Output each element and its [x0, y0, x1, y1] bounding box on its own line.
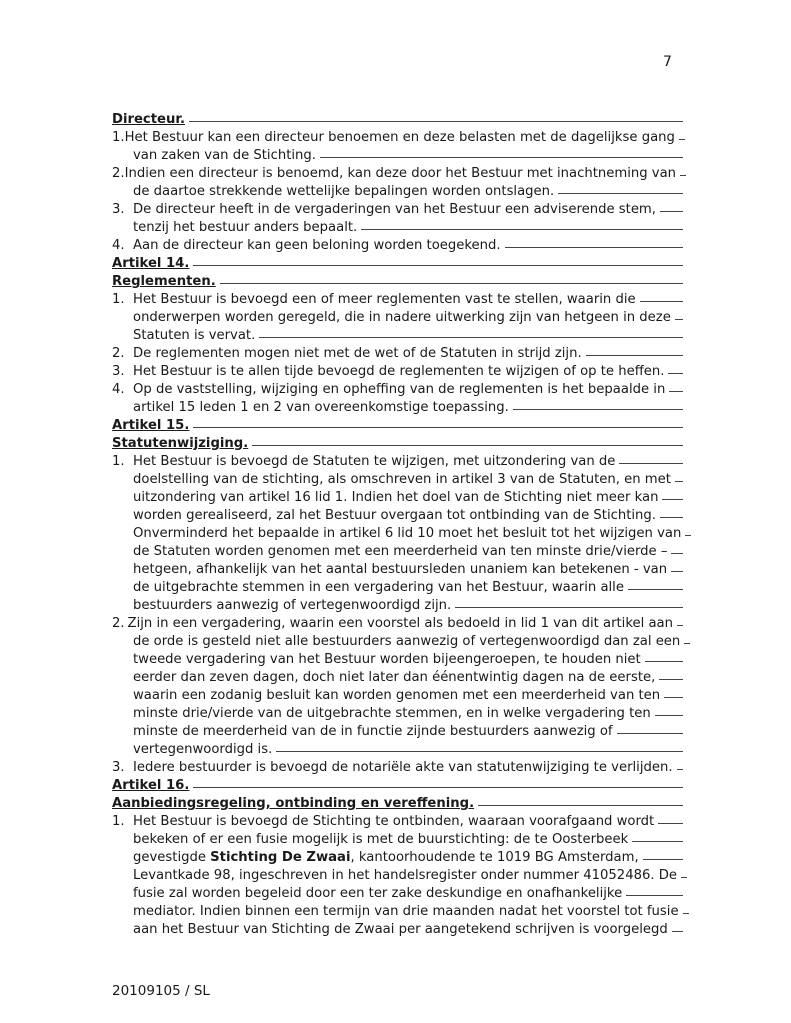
line-filler	[683, 913, 689, 914]
item-text: mediator. Indien binnen een termijn van drie maanden nadat het voorstel tot fusie	[133, 904, 679, 919]
item-text: aan het Bestuur van Stichting de Zwaai per aangetekend schrijven is voorgelegd	[133, 922, 668, 937]
item-number: 2.	[112, 346, 125, 361]
line-filler	[632, 841, 683, 842]
line-filler	[675, 319, 683, 320]
item-text: Levantkade 98, ingeschreven in het handelsregister onder nummer 41052486. De	[133, 868, 678, 883]
line-filler	[660, 517, 683, 518]
item-text: fusie zal worden begeleid door een ter zake deskundige en onafhankelijke	[133, 886, 623, 901]
item-text: hetgeen, afhankelijk van het aantal bestuursleden unaniem kan betekenen - van	[133, 562, 668, 577]
list-item-line	[112, 309, 683, 327]
list-item-line	[112, 345, 683, 363]
item-number: 2.	[112, 616, 125, 631]
list-item-line	[112, 705, 683, 723]
list-item-line	[112, 723, 683, 741]
line-filler	[586, 355, 683, 356]
line-filler	[669, 391, 683, 392]
item-text: uitzondering van artikel 16 lid 1. Indien het doel van de Stichting niet meer kan	[133, 490, 659, 505]
line-filler	[655, 715, 683, 716]
item-number: 2.	[112, 166, 125, 181]
item-text: Het Bestuur kan een directeur benoemen en deze belasten met de dagelijkse gang	[124, 130, 675, 145]
section-heading: Artikel 15.	[112, 417, 683, 435]
line-filler	[675, 481, 683, 482]
line-filler	[640, 301, 683, 302]
list-item-line	[112, 669, 683, 687]
item-number: 4.	[112, 382, 125, 397]
list-item-line	[112, 759, 683, 777]
line-filler	[677, 625, 683, 626]
item-text: de orde is gesteld niet alle bestuurders aanwezig of vertegenwoordigd dan zal een	[133, 634, 681, 649]
list-item-line	[112, 363, 683, 381]
list-item-line	[112, 921, 683, 939]
line-filler	[662, 499, 683, 500]
item-text: de daartoe strekkende wettelijke bepalingen worden ontslagen.	[133, 184, 555, 199]
section-heading: Artikel 16.	[112, 777, 683, 795]
line-filler	[320, 157, 683, 158]
line-filler	[677, 769, 683, 770]
bold-name: Stichting De Zwaai	[210, 850, 351, 865]
item-text: de uitgebrachte stemmen in een vergadering van het Bestuur, waarin alle	[133, 580, 624, 595]
line-filler	[276, 751, 683, 752]
line-filler	[193, 787, 683, 788]
list-item-line	[112, 201, 683, 219]
list-item-line	[112, 507, 683, 525]
line-filler	[659, 679, 683, 680]
list-item-line	[112, 237, 683, 255]
list-item-line	[112, 903, 683, 921]
list-item-line	[112, 831, 683, 849]
line-filler	[679, 139, 685, 140]
line-filler	[259, 337, 683, 338]
line-filler	[478, 805, 683, 806]
item-number: 4.	[112, 238, 125, 253]
list-item-line	[112, 165, 683, 183]
line-filler	[617, 733, 683, 734]
list-item-line	[112, 597, 683, 615]
list-item-line	[112, 399, 683, 417]
item-text: tenzij het bestuur anders bepaalt.	[133, 220, 358, 235]
list-item-line	[112, 579, 683, 597]
item-text: Aan de directeur kan geen beloning worden toegekend.	[133, 238, 501, 253]
item-text: tweede vergadering van het Bestuur worden bijeengeroepen, te houden niet	[133, 652, 641, 667]
list-item-line	[112, 561, 683, 579]
list-item-line	[112, 849, 683, 867]
footer-reference: 20109105 / SL	[112, 983, 210, 999]
line-filler	[220, 283, 683, 284]
list-item-line	[112, 147, 683, 165]
line-filler	[513, 409, 683, 410]
list-item-line	[112, 813, 683, 831]
item-text: Het Bestuur is bevoegd een of meer reglementen vast te stellen, waarin die	[133, 292, 636, 307]
list-item-line	[112, 489, 683, 507]
item-text: de Statuten worden genomen met een meerderheid van ten minste drie/vierde –	[133, 544, 668, 559]
document-body	[112, 111, 683, 939]
item-text: bestuurders aanwezig of vertegenwoordigd zijn.	[133, 598, 452, 613]
item-text: van zaken van de Stichting.	[133, 148, 316, 163]
line-filler	[681, 877, 687, 878]
item-text: De directeur heeft in de vergaderingen van het Bestuur een adviserende stem,	[133, 202, 656, 217]
line-filler	[684, 643, 690, 644]
list-item-line	[112, 741, 683, 759]
list-item-line	[112, 543, 683, 561]
list-item-line	[112, 687, 683, 705]
line-filler	[505, 247, 683, 248]
item-text: bekeken of er een fusie mogelijk is met de buurstichting: de te Oosterbeek	[133, 832, 629, 847]
line-filler	[626, 895, 683, 896]
line-filler	[645, 661, 683, 662]
section-heading: Statutenwijziging.	[112, 435, 683, 453]
list-item-line	[112, 327, 683, 345]
line-filler	[643, 859, 683, 860]
item-text: Iedere bestuurder is bevoegd de notariële akte van statutenwijziging te verlijden.	[133, 760, 673, 775]
item-text: minste de meerderheid van de in functie zijnde bestuurders aanwezig of	[133, 724, 613, 739]
item-text: Zijn in een vergadering, waarin een voorstel als bedoeld in lid 1 van dit artikel aan	[127, 616, 673, 631]
list-item-line	[112, 219, 683, 237]
item-number: 3.	[112, 760, 125, 775]
list-item-line	[112, 633, 683, 651]
item-text: Het Bestuur is bevoegd de Stichting te ontbinden, waaraan voorafgaand wordt	[133, 814, 655, 829]
section-heading: Aanbiedingsregeling, ontbinding en vereffening.	[112, 795, 683, 813]
list-item-line	[112, 129, 683, 147]
item-text: Statuten is vervat.	[133, 328, 256, 343]
section-heading: Directeur.	[112, 111, 683, 129]
item-text: artikel 15 leden 1 en 2 van overeenkomstige toepassing.	[133, 400, 509, 415]
line-filler	[671, 553, 683, 554]
item-number: 1.	[112, 130, 125, 145]
item-text: Het Bestuur is te allen tijde bevoegd de reglementen te wijzigen of op te heffen.	[133, 364, 665, 379]
item-text: minste drie/vierde van de uitgebrachte stemmen, en in welke vergadering ten	[133, 706, 651, 721]
line-filler	[361, 229, 683, 230]
list-item-line	[112, 615, 683, 633]
item-number: 3.	[112, 202, 125, 217]
line-filler	[189, 121, 683, 122]
list-item-line	[112, 183, 683, 201]
item-text: onderwerpen worden geregeld, die in nadere uitwerking zijn van hetgeen in deze	[133, 310, 671, 325]
line-filler	[628, 589, 683, 590]
line-filler	[252, 445, 683, 446]
list-item-line	[112, 651, 683, 669]
item-number: 1.	[112, 814, 125, 829]
line-filler	[672, 931, 683, 932]
item-text: Indien een directeur is benoemd, kan deze door het Bestuur met inachtneming van	[124, 166, 677, 181]
line-filler	[671, 571, 683, 572]
item-number: 3.	[112, 364, 125, 379]
line-filler	[668, 373, 683, 374]
item-text: gevestigde Stichting De Zwaai, kantoorhoudende te 1019 BG Amsterdam,	[133, 850, 639, 865]
page-number: 7	[663, 54, 672, 70]
list-item-line	[112, 453, 683, 471]
item-text: De reglementen mogen niet met de wet of de Statuten in strijd zijn.	[133, 346, 582, 361]
list-item-line	[112, 381, 683, 399]
item-number: 1.	[112, 454, 125, 469]
list-item-line	[112, 525, 683, 543]
item-text: eerder dan zeven dagen, doch niet later dan éénentwintig dagen na de eerste,	[133, 670, 656, 685]
item-number: 1.	[112, 292, 125, 307]
line-filler	[619, 463, 683, 464]
line-filler	[193, 427, 683, 428]
line-filler	[455, 607, 683, 608]
line-filler	[658, 823, 683, 824]
line-filler	[660, 211, 683, 212]
line-filler	[664, 697, 683, 698]
item-text: vertegenwoordigd is.	[133, 742, 273, 757]
line-filler	[193, 265, 683, 266]
item-text: waarin een zodanig besluit kan worden genomen met een meerderheid van ten	[133, 688, 661, 703]
list-item-line	[112, 291, 683, 309]
line-filler	[558, 193, 683, 194]
list-item-line	[112, 885, 683, 903]
item-text: worden gerealiseerd, zal het Bestuur overgaan tot ontbinding van de Stichting.	[133, 508, 656, 523]
line-filler	[685, 535, 691, 536]
item-text: Onverminderd het bepaalde in artikel 6 lid 10 moet het besluit tot het wijzigen van	[133, 526, 682, 541]
list-item-line	[112, 471, 683, 489]
section-heading: Artikel 14.	[112, 255, 683, 273]
item-text: doelstelling van de stichting, als omschreven in artikel 3 van de Statuten, en met	[133, 472, 671, 487]
section-heading: Reglementen.	[112, 273, 683, 291]
line-filler	[680, 175, 686, 176]
list-item-line	[112, 867, 683, 885]
item-text: Op de vaststelling, wijziging en opheffing van de reglementen is het bepaalde in	[133, 382, 666, 397]
item-text: Het Bestuur is bevoegd de Statuten te wijzigen, met uitzondering van de	[133, 454, 616, 469]
